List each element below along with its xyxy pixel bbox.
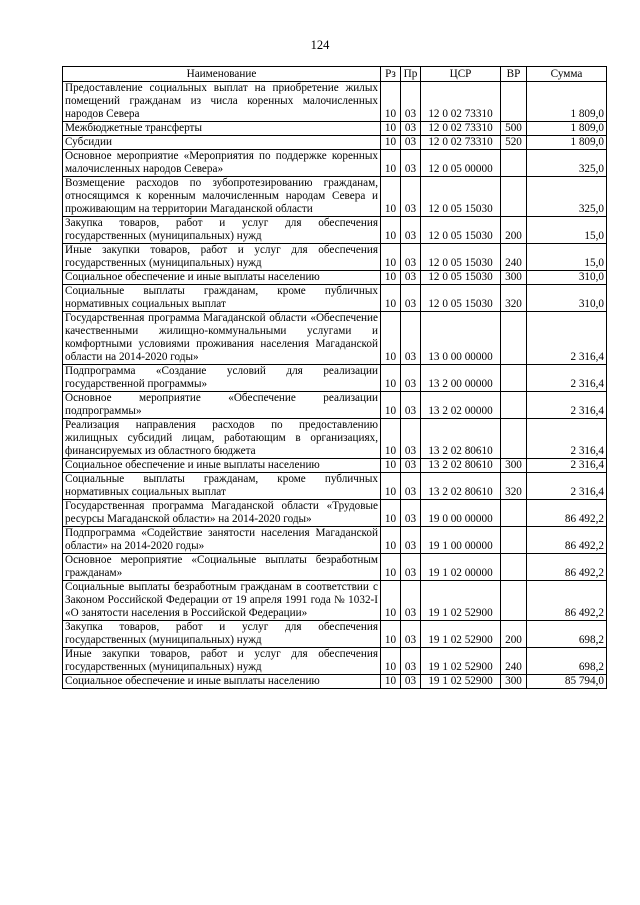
cell-vr bbox=[501, 581, 527, 621]
cell-vr bbox=[501, 419, 527, 459]
cell-name: Социальное обеспечение и иные выплаты населению bbox=[63, 459, 381, 473]
table-row bbox=[63, 244, 607, 271]
table-row bbox=[63, 217, 607, 244]
header-pr: Пр bbox=[401, 67, 421, 82]
cell-pr: 03 bbox=[401, 136, 421, 150]
cell-sum: 2 316,4 bbox=[527, 459, 607, 473]
cell-pr: 03 bbox=[401, 285, 421, 312]
cell-sum: 2 316,4 bbox=[527, 312, 607, 365]
header-sum: Сумма bbox=[527, 67, 607, 82]
table-row bbox=[63, 500, 607, 527]
cell-rz: 10 bbox=[381, 150, 401, 177]
table-row bbox=[63, 150, 607, 177]
cell-rz: 10 bbox=[381, 500, 401, 527]
cell-vr: 300 bbox=[501, 459, 527, 473]
cell-vr bbox=[501, 150, 527, 177]
cell-rz: 10 bbox=[381, 82, 401, 122]
cell-sum: 2 316,4 bbox=[527, 473, 607, 500]
cell-rz: 10 bbox=[381, 285, 401, 312]
cell-csr: 19 1 02 00000 bbox=[421, 554, 501, 581]
cell-pr: 03 bbox=[401, 177, 421, 217]
cell-csr: 12 0 05 00000 bbox=[421, 150, 501, 177]
cell-pr: 03 bbox=[401, 675, 421, 689]
cell-rz: 10 bbox=[381, 136, 401, 150]
cell-rz: 10 bbox=[381, 419, 401, 459]
cell-name: Государственная программа Магаданской области «Обеспечение качественными жилищно-коммунальными услугами и комфортными условиями проживания населения Магаданской области на 2014-2020 годы» bbox=[63, 312, 381, 365]
cell-sum: 86 492,2 bbox=[527, 581, 607, 621]
page-number: 124 bbox=[310, 38, 330, 52]
cell-csr: 12 0 05 15030 bbox=[421, 271, 501, 285]
cell-csr: 13 2 00 00000 bbox=[421, 365, 501, 392]
cell-name: Межбюджетные трансферты bbox=[63, 122, 381, 136]
cell-rz: 10 bbox=[381, 217, 401, 244]
cell-vr bbox=[501, 312, 527, 365]
cell-rz: 10 bbox=[381, 312, 401, 365]
cell-name: Социальное обеспечение и иные выплаты населению bbox=[63, 271, 381, 285]
cell-name: Социальные выплаты безработным гражданам в соответствии с Законом Российской Федерации от 19 апреля 1991 года № 1032-I «О занятости населения в Российской Федерации» bbox=[63, 581, 381, 621]
cell-csr: 19 1 02 52900 bbox=[421, 621, 501, 648]
cell-vr bbox=[501, 554, 527, 581]
cell-pr: 03 bbox=[401, 527, 421, 554]
cell-sum: 310,0 bbox=[527, 271, 607, 285]
cell-pr: 03 bbox=[401, 365, 421, 392]
cell-sum: 2 316,4 bbox=[527, 419, 607, 459]
cell-csr: 13 0 00 00000 bbox=[421, 312, 501, 365]
cell-name: Основное мероприятие «Мероприятия по поддержке коренных малочисленных народов Севера» bbox=[63, 150, 381, 177]
cell-rz: 10 bbox=[381, 177, 401, 217]
cell-pr: 03 bbox=[401, 122, 421, 136]
cell-pr: 03 bbox=[401, 82, 421, 122]
cell-csr: 13 2 02 00000 bbox=[421, 392, 501, 419]
table-row bbox=[63, 459, 607, 473]
cell-rz: 10 bbox=[381, 392, 401, 419]
cell-pr: 03 bbox=[401, 150, 421, 177]
cell-sum: 2 316,4 bbox=[527, 392, 607, 419]
cell-name: Государственная программа Магаданской области «Трудовые ресурсы Магаданской области» на 2014-2020 годы» bbox=[63, 500, 381, 527]
cell-rz: 10 bbox=[381, 244, 401, 271]
cell-vr bbox=[501, 527, 527, 554]
cell-sum: 698,2 bbox=[527, 621, 607, 648]
cell-name: Социальные выплаты гражданам, кроме публичных нормативных социальных выплат bbox=[63, 473, 381, 500]
cell-name: Возмещение расходов по зубопротезированию гражданам, относящимся к коренным малочисленным народам Севера и проживающим на территории Магаданской области bbox=[63, 177, 381, 217]
cell-sum: 1 809,0 bbox=[527, 136, 607, 150]
table-row bbox=[63, 419, 607, 459]
cell-rz: 10 bbox=[381, 527, 401, 554]
table-row bbox=[63, 581, 607, 621]
cell-rz: 10 bbox=[381, 621, 401, 648]
cell-vr bbox=[501, 82, 527, 122]
cell-pr: 03 bbox=[401, 217, 421, 244]
cell-vr: 200 bbox=[501, 217, 527, 244]
cell-sum: 325,0 bbox=[527, 150, 607, 177]
cell-sum: 2 316,4 bbox=[527, 365, 607, 392]
cell-sum: 86 492,2 bbox=[527, 554, 607, 581]
cell-pr: 03 bbox=[401, 312, 421, 365]
table-row bbox=[63, 271, 607, 285]
cell-rz: 10 bbox=[381, 271, 401, 285]
cell-rz: 10 bbox=[381, 122, 401, 136]
cell-vr: 320 bbox=[501, 285, 527, 312]
cell-rz: 10 bbox=[381, 675, 401, 689]
cell-name: Предоставление социальных выплат на приобретение жилых помещений гражданам из числа коренных малочисленных народов Севера bbox=[63, 82, 381, 122]
cell-vr: 520 bbox=[501, 136, 527, 150]
cell-vr: 320 bbox=[501, 473, 527, 500]
header-name: Наименование bbox=[63, 67, 381, 82]
cell-vr: 240 bbox=[501, 648, 527, 675]
cell-pr: 03 bbox=[401, 500, 421, 527]
cell-rz: 10 bbox=[381, 554, 401, 581]
cell-sum: 15,0 bbox=[527, 217, 607, 244]
cell-csr: 19 0 00 00000 bbox=[421, 500, 501, 527]
cell-name: Закупка товаров, работ и услуг для обеспечения государственных (муниципальных) нужд bbox=[63, 217, 381, 244]
cell-name: Подпрограмма «Создание условий для реализации государственной программы» bbox=[63, 365, 381, 392]
cell-sum: 310,0 bbox=[527, 285, 607, 312]
cell-pr: 03 bbox=[401, 271, 421, 285]
cell-sum: 1 809,0 bbox=[527, 122, 607, 136]
cell-vr: 300 bbox=[501, 271, 527, 285]
cell-name: Субсидии bbox=[63, 136, 381, 150]
cell-rz: 10 bbox=[381, 459, 401, 473]
cell-csr: 19 1 00 00000 bbox=[421, 527, 501, 554]
cell-vr: 200 bbox=[501, 621, 527, 648]
table-row bbox=[63, 312, 607, 365]
cell-rz: 10 bbox=[381, 581, 401, 621]
cell-csr: 13 2 02 80610 bbox=[421, 473, 501, 500]
cell-pr: 03 bbox=[401, 581, 421, 621]
header-vr: ВР bbox=[501, 67, 527, 82]
cell-csr: 12 0 05 15030 bbox=[421, 244, 501, 271]
cell-name: Подпрограмма «Содействие занятости населения Магаданской области» на 2014-2020 годы» bbox=[63, 527, 381, 554]
cell-name: Социальное обеспечение и иные выплаты населению bbox=[63, 675, 381, 689]
table-row bbox=[63, 177, 607, 217]
cell-rz: 10 bbox=[381, 648, 401, 675]
cell-vr: 300 bbox=[501, 675, 527, 689]
cell-name: Основное мероприятие «Обеспечение реализации подпрограммы» bbox=[63, 392, 381, 419]
cell-sum: 86 492,2 bbox=[527, 527, 607, 554]
cell-csr: 19 1 02 52900 bbox=[421, 648, 501, 675]
cell-vr bbox=[501, 500, 527, 527]
cell-pr: 03 bbox=[401, 244, 421, 271]
table-row bbox=[63, 365, 607, 392]
cell-rz: 10 bbox=[381, 473, 401, 500]
table-row bbox=[63, 621, 607, 648]
cell-pr: 03 bbox=[401, 459, 421, 473]
table-row bbox=[63, 122, 607, 136]
cell-csr: 12 0 02 73310 bbox=[421, 122, 501, 136]
cell-sum: 1 809,0 bbox=[527, 82, 607, 122]
budget-table bbox=[62, 66, 607, 689]
cell-name: Реализация направления расходов по предоставлению жилищных субсидий лицам, работающим в организациях, финансируемых из областного бюджета bbox=[63, 419, 381, 459]
header-rz: Рз bbox=[381, 67, 401, 82]
cell-csr: 12 0 05 15030 bbox=[421, 285, 501, 312]
cell-name: Иные закупки товаров, работ и услуг для обеспечения государственных (муниципальных) нужд bbox=[63, 244, 381, 271]
cell-vr bbox=[501, 365, 527, 392]
cell-csr: 19 1 02 52900 bbox=[421, 581, 501, 621]
cell-name: Социальные выплаты гражданам, кроме публичных нормативных социальных выплат bbox=[63, 285, 381, 312]
cell-pr: 03 bbox=[401, 392, 421, 419]
cell-name: Основное мероприятие «Социальные выплаты безработным гражданам» bbox=[63, 554, 381, 581]
header-csr: ЦСР bbox=[421, 67, 501, 82]
table-row bbox=[63, 675, 607, 689]
cell-csr: 12 0 02 73310 bbox=[421, 136, 501, 150]
table-row bbox=[63, 554, 607, 581]
cell-pr: 03 bbox=[401, 473, 421, 500]
cell-csr: 12 0 02 73310 bbox=[421, 82, 501, 122]
cell-vr bbox=[501, 392, 527, 419]
cell-csr: 13 2 02 80610 bbox=[421, 419, 501, 459]
cell-csr: 12 0 05 15030 bbox=[421, 177, 501, 217]
table-row bbox=[63, 473, 607, 500]
cell-name: Закупка товаров, работ и услуг для обеспечения государственных (муниципальных) нужд bbox=[63, 621, 381, 648]
cell-pr: 03 bbox=[401, 419, 421, 459]
cell-name: Иные закупки товаров, работ и услуг для обеспечения государственных (муниципальных) нужд bbox=[63, 648, 381, 675]
table-row bbox=[63, 285, 607, 312]
cell-csr: 19 1 02 52900 bbox=[421, 675, 501, 689]
cell-pr: 03 bbox=[401, 648, 421, 675]
cell-csr: 12 0 05 15030 bbox=[421, 217, 501, 244]
cell-sum: 15,0 bbox=[527, 244, 607, 271]
cell-rz: 10 bbox=[381, 365, 401, 392]
table-row bbox=[63, 648, 607, 675]
table-row bbox=[63, 527, 607, 554]
cell-vr: 500 bbox=[501, 122, 527, 136]
table-header-row bbox=[63, 67, 607, 82]
cell-sum: 86 492,2 bbox=[527, 500, 607, 527]
cell-sum: 325,0 bbox=[527, 177, 607, 217]
cell-sum: 85 794,0 bbox=[527, 675, 607, 689]
cell-csr: 13 2 02 80610 bbox=[421, 459, 501, 473]
cell-pr: 03 bbox=[401, 621, 421, 648]
cell-sum: 698,2 bbox=[527, 648, 607, 675]
table-row bbox=[63, 136, 607, 150]
cell-pr: 03 bbox=[401, 554, 421, 581]
table-row bbox=[63, 392, 607, 419]
table-row bbox=[63, 82, 607, 122]
cell-vr: 240 bbox=[501, 244, 527, 271]
cell-vr bbox=[501, 177, 527, 217]
